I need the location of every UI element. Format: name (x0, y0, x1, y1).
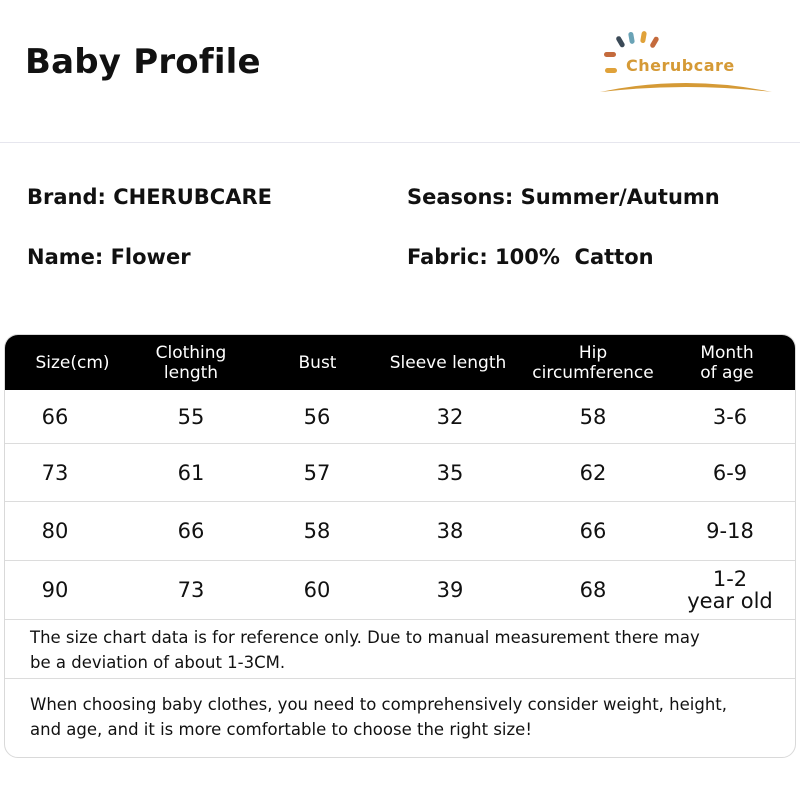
cell-sleeve-length: 32 (436, 404, 464, 429)
cell-size: 90 (41, 578, 69, 602)
cell-clothing-length: 73 (177, 578, 205, 602)
cell-clothing-length: 61 (177, 460, 205, 485)
brand-logo (596, 28, 776, 100)
cell-hip: 66 (579, 519, 607, 543)
cell-size: 66 (41, 404, 69, 429)
cell-hip: 68 (579, 578, 607, 602)
cell-month-of-age: 1-2 year old (687, 567, 773, 613)
cell-bust: 58 (303, 519, 331, 543)
table-row (5, 444, 795, 502)
cell-size: 73 (41, 460, 69, 485)
cell-month-of-age: 6-9 (712, 460, 748, 485)
brand-info: Brand: CHERUBCARE (27, 185, 272, 209)
cell-bust: 56 (303, 404, 331, 429)
cell-size: 80 (41, 519, 69, 543)
fabric-info: Fabric: 100% Catton (407, 245, 654, 269)
cell-hip: 62 (579, 460, 607, 485)
cell-hip: 58 (579, 404, 607, 429)
cell-clothing-length: 66 (177, 519, 205, 543)
table-header (5, 335, 795, 390)
page-title: Baby Profile (25, 42, 261, 82)
size-chart (4, 334, 796, 758)
cell-bust: 57 (303, 460, 331, 485)
note-divider (5, 678, 795, 679)
sizing-advice-note: When choosing baby clothes, you need to comprehensively consider weight, height, and age, and it is more comfortable to choose the right size! (30, 695, 727, 739)
cell-sleeve-length: 38 (436, 519, 464, 543)
column-header-clothing-length: Clothing length (155, 342, 227, 383)
cell-sleeve-length: 35 (436, 460, 464, 485)
seasons-info: Seasons: Summer/Autumn (407, 185, 720, 209)
column-header-sleeve-length: Sleeve length (389, 352, 507, 373)
table-row (5, 502, 795, 561)
column-header-bust: Bust (298, 352, 337, 373)
cell-month-of-age: 3-6 (712, 404, 748, 429)
cell-bust: 60 (303, 578, 331, 602)
column-header-hip-circumference: Hip circumference (532, 342, 654, 383)
table-row (5, 561, 795, 620)
cell-clothing-length: 55 (177, 404, 205, 429)
logo-wordmark: Cherubcare (626, 56, 735, 75)
column-header-month-of-age: Month of age (700, 342, 754, 383)
header (0, 0, 800, 142)
table-row (5, 390, 795, 444)
name-info: Name: Flower (27, 245, 191, 269)
column-header-size: Size(cm) (35, 352, 110, 373)
header-divider (0, 142, 800, 143)
cell-month-of-age: 9-18 (706, 519, 754, 543)
cell-sleeve-length: 39 (436, 578, 464, 602)
measurement-note: The size chart data is for reference only. Due to manual measurement there may be a deviation of about 1-3CM. (30, 628, 700, 672)
